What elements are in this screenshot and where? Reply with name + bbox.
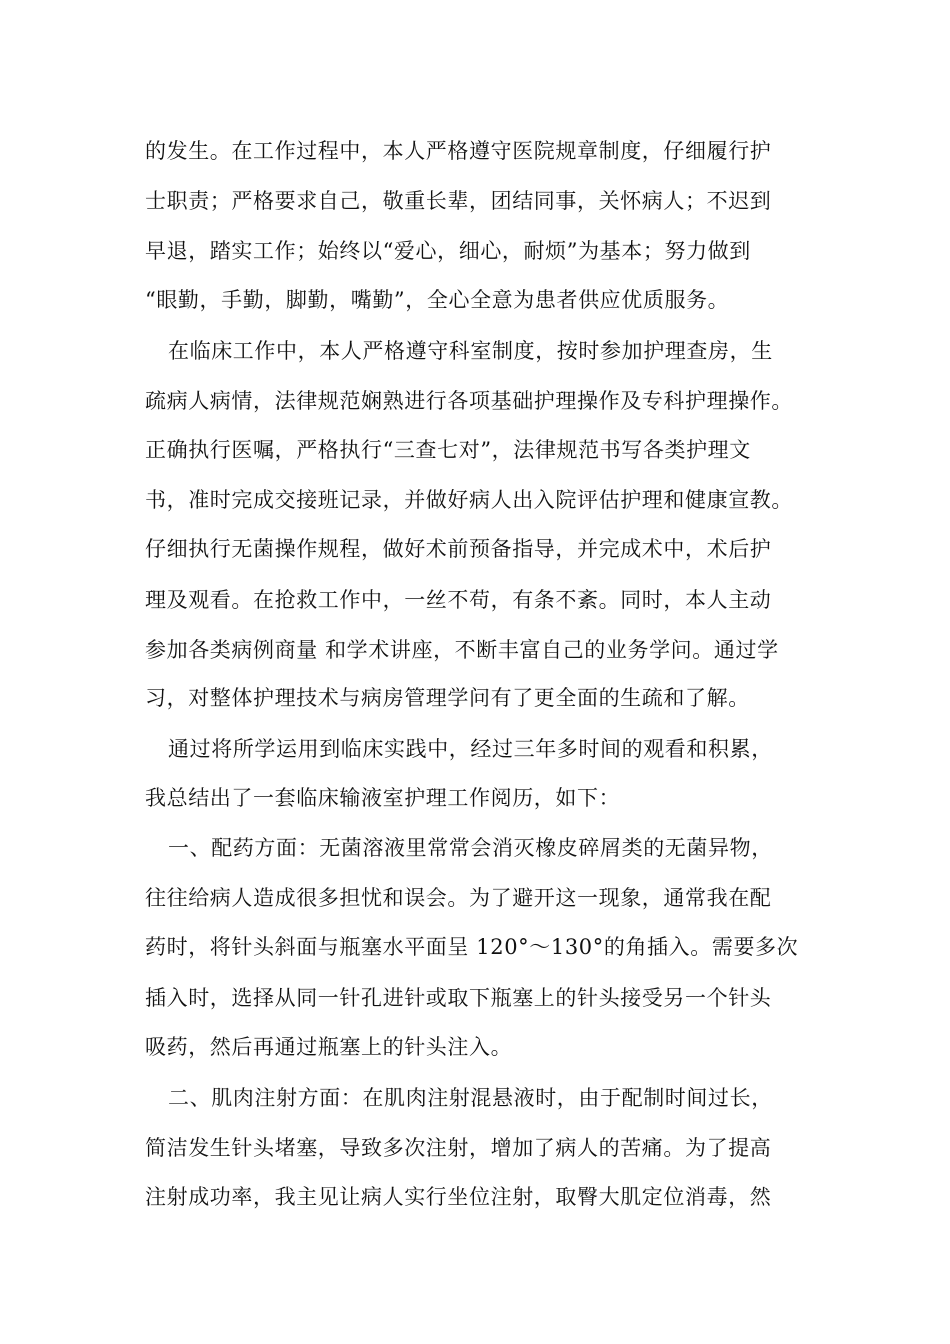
paragraph-start-line: 在临床工作中，本人严格遵守科室制度，按时参加护理查房，生 [168,339,773,363]
text-line: 理及观看。在抢救工作中，一丝不苟，有条不紊。同时，本人主动 [145,588,772,612]
text-line: “眼勤，手勤，脚勤，嘴勤”，全心全意为患者供应优质服务。 [145,288,730,312]
text-line: 参加各类病例商量 和学术讲座，不断丰富自己的业务学问。通过学 [145,638,779,662]
text-line: 的发生。在工作过程中，本人严格遵守医院规章制度，仔细履行护 [145,139,772,163]
text-line: 疏病人病情，法律规范娴熟进行各项基础护理操作及专科护理操作。 [145,389,793,413]
text-line: 早退，踏实工作；始终以“爱心，细心，耐烦”为基本；努力做到 [145,239,751,263]
text-line: 书，准时完成交接班记录，并做好病人出入院评估护理和健康宣教。 [145,488,793,512]
text-line: 我总结出了一套临床输液室护理工作阅历，如下： [145,786,621,810]
text-line: 药时，将针头斜面与瓶塞水平面呈 120°～130°的角插入。需要多次 [145,935,799,959]
text-line: 往往给病人造成很多担忧和误会。为了避开这一现象，通常我在配 [145,886,772,910]
text-line: 仔细执行无菌操作规程，做好术前预备指导，并完成术中，术后护 [145,537,772,561]
text-line: 正确执行医嘱，严格执行“三查七对”，法律规范书写各类护理文 [145,438,751,462]
paragraph-start-line: 一、配药方面：无菌溶液里常常会消灭橡皮碎屑类的无菌异物， [168,836,773,860]
text-line: 习，对整体护理技术与病房管理学问有了更全面的生疏和了解。 [145,686,750,710]
text-line: 简洁发生针头堵塞，导致多次注射，增加了病人的苦痛。为了提高 [145,1136,772,1160]
paragraph-start-line: 通过将所学运用到临床实践中，经过三年多时间的观看和积累， [168,737,773,761]
paragraph-start-line: 二、肌肉注射方面：在肌肉注射混悬液时，由于配制时间过长， [168,1086,773,1110]
text-line: 插入时，选择从同一针孔进针或取下瓶塞上的针头接受另一个针头 [145,986,772,1010]
text-line: 注射成功率，我主见让病人实行坐位注射，取臀大肌定位消毒，然 [145,1185,772,1209]
text-line: 士职责；严格要求自己，敬重长辈，团结同事，关怀病人；不迟到 [145,189,772,213]
text-line: 吸药，然后再通过瓶塞上的针头注入。 [145,1035,513,1059]
